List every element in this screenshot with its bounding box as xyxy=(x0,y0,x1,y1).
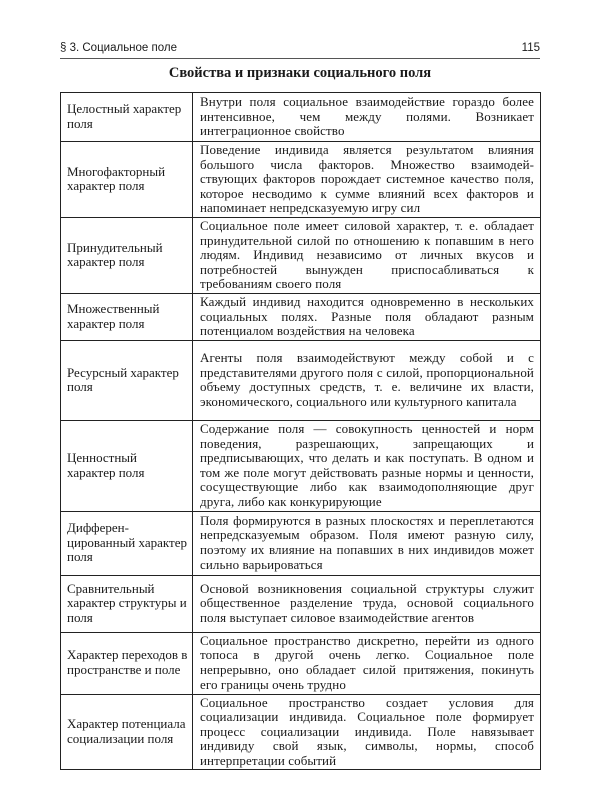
property-description: Поведение индивида является результатом влияния большого числа факторов. Множество взаимодействующих факторов порождает системное качество поля, которое несводимо к сумме влияний всех факторов и напоминает непредсказуемую игру сил xyxy=(193,142,541,218)
property-name: Характер переходов в пространстве и поле xyxy=(61,632,193,694)
section-title: § 3. Социальное поле xyxy=(60,42,177,54)
property-name: Ресурсный характер поля xyxy=(61,340,193,420)
table-row xyxy=(61,420,541,511)
property-description: Внутри поля социальное взаимодействие гораздо более интенсивное, чем между полями. Возникает интеграционное свойство xyxy=(193,93,541,142)
table-title: Свойства и признаки социального поля xyxy=(168,65,432,81)
table-row xyxy=(61,217,541,293)
property-description: Агенты поля взаимодействуют между собой и с представителями другого поля с силой, пропорциональной объему доступных средств, т. е. величине их власти, экономического, социального или культурного капитала xyxy=(193,340,541,420)
table-row xyxy=(61,340,541,420)
property-name: Характер потенциала социализации поля xyxy=(61,694,193,770)
property-description: Социальное пространство создает условия для социализации индивида. Социальное поле формирует процесс социализации индивида. Поле навязывает индивиду свой язык, символы, нормы, способ интерпретации событий xyxy=(193,694,541,770)
property-name: Ценностный характер поля xyxy=(61,420,193,511)
property-description: Поля формируются в разных плоскостях и переплетаются непредсказуемым образом. Поля имеют разную силу, поэтому их влияние на попавших в них индивидов может сильно варьироваться xyxy=(193,511,541,575)
running-head xyxy=(60,40,540,59)
table-row xyxy=(61,293,541,340)
property-name: Принудительный характер поля xyxy=(61,217,193,293)
table-row xyxy=(61,511,541,575)
property-description: Каждый индивид находится одновременно в нескольких социальных полях. Разные поля обладают разным потенциалом воздействия на человека xyxy=(193,293,541,340)
property-description: Содержание поля — совокупность ценностей и норм поведения, разрешающих, запрещающих и предписывающих, что делать и как поступать. В одном и том же поле могут действовать разные нормы и ценности, сосуществующие либо как взаимодополняющие друг друга, либо как конкурирующие xyxy=(193,420,541,511)
property-name: Многофакторный характер поля xyxy=(61,142,193,218)
table-row xyxy=(61,93,541,142)
table-row xyxy=(61,142,541,218)
property-name: Целостный характер поля xyxy=(61,93,193,142)
table-row xyxy=(61,694,541,770)
property-description: Социальное поле имеет силовой характер, т. е. обладает принудительной силой по отношению к попавшим в него людям. Индивид независимо от личных вкусов и потребностей вынужден приспосабливаться к требованиям своего поля xyxy=(193,217,541,293)
page-number: 115 xyxy=(521,42,540,54)
table-row xyxy=(61,575,541,632)
property-name: Сравнительный характер структуры и поля xyxy=(61,575,193,632)
properties-table xyxy=(60,92,541,770)
table-row xyxy=(61,632,541,694)
property-description: Социальное пространство дискретно, перейти из одного топоса в другой очень легко. Социальное поле непрерывно, оно обладает силой притяжения, покинуть его границы очень трудно xyxy=(193,632,541,694)
property-name: Дифференцированный характер поля xyxy=(61,511,193,575)
property-description: Основой возникновения социальной структуры служит общественное разделение труда, основой социального поля выступает силовое взаимодействие агентов xyxy=(193,575,541,632)
property-name: Множественный характер поля xyxy=(61,293,193,340)
